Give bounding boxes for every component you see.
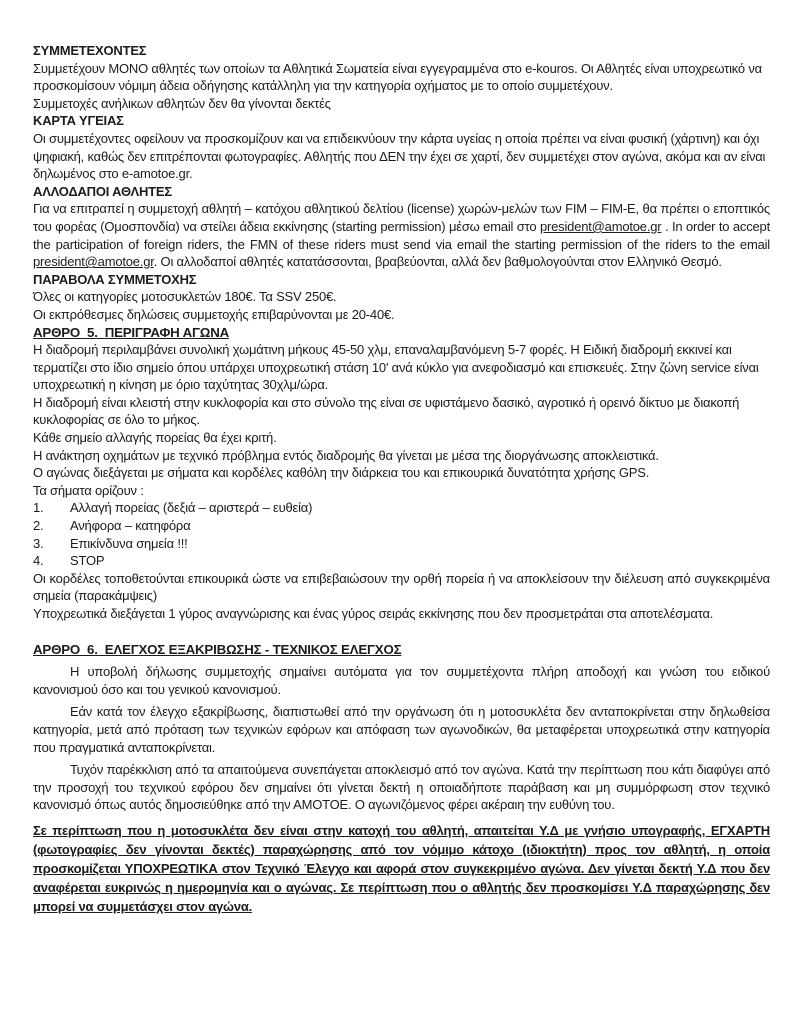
signal-text: Ανήφορα – κατηφόρα [70, 518, 191, 534]
foreign-athletes-text-1: Για να επιτραπεί η συμμετοχή αθλητή – κατόχου αθλητικού δελτίου (license) χωρών-μελών των FIM – FIM-E, θα πρέπει ο εποπτικός του φορέας (Ομοσπονδία) να στείλει άδεια εκκίνησης (starting permission) μέσω email στο [33, 201, 770, 234]
signal-number: 3. [33, 535, 44, 551]
article6-acceptance-paragraph: Η υποβολή δήλωσης συμμετοχής σημαίνει αυτόματα για τον συμμετέχοντα πλήρη αποδοχή και γνώση του ειδικού κανονισμού όσο και του γενικού κανονισμού. [33, 664, 770, 697]
article5-marshal-note: Κάθε σημείο αλλαγής πορείας θα έχει κριτή. [33, 430, 277, 446]
entry-fees-amounts: Όλες οι κατηγορίες μοτοσυκλετών 180€. Τα SSV 250€. [33, 289, 337, 305]
email-link-president-1[interactable]: president@amotoe.gr [539, 218, 662, 234]
signal-list-item [33, 535, 770, 553]
article6-reclassification-paragraph: Εάν κατά τον έλεγχο εξακρίβωσης, διαπιστωθεί από την οργάνωση ότι η μοτοσυκλέτα δεν ανταποκρίνεται στην δηλωθείσα κατηγορία, μετά από πρόταση των τεχνικών εφόρων και απόφαση των αγωνοδικών, θα μεταφέρεται υποχρεωτικά στην κατηγορία που πραγματικά ανταποκρίνεται. [33, 704, 770, 755]
signal-text: Επικίνδυνα σημεία !!! [70, 535, 188, 551]
signal-text: Αλλαγή πορείας (δεξιά – αριστερά – ευθεία) [70, 500, 313, 516]
participants-minors-note: Συμμετοχές ανήλικων αθλητών δεν θα γίνονται δεκτές [33, 95, 331, 111]
foreign-athletes-paragraph [33, 200, 770, 270]
article5-recon-lap-note: Υποχρεωτικά διεξάγεται 1 γύρος αναγνώρισης και ένας γύρος σειράς εκκίνησης που δεν προσμετράται στα αποτελέσματα. [33, 606, 714, 621]
participants-paragraph: Συμμετέχουν ΜΟΝΟ αθλητές των οποίων τα Αθλητικά Σωματεία είναι εγγεγραμμένα στο e-kouros. Οι Αθλητές είναι υποχρεωτικό να προσκομίσουν νόμιμη άδεια οδήγησης κατάλληλη για την κατηγορία οχήματος με το οποίο συμμετέχουν. [33, 60, 762, 94]
signal-list-item [33, 499, 770, 517]
article5-ribbons-paragraph: Οι κορδέλες τοποθετούνται επικουρικά ώστε να επιβεβαιώσουν την ορθή πορεία ή να αποκλείσουν την διέλευση από συγκεκριμένα σημεία (παρακάμψεις) [33, 570, 770, 604]
foreign-athletes-text-3: . Οι αλλοδαποί αθλητές κατατάσσονται, βραβεύονται, αλλά δεν βαθμολογούνται στον Ελληνικό Θεσμό. [153, 254, 722, 270]
email-link-president-2[interactable]: president@amotoe.gr [33, 254, 154, 270]
article6-ownership-declaration-paragraph: Σε περίπτωση που η μοτοσυκλέτα δεν είναι στην κατοχή του αθλητή, απαιτείται Υ.Δ με γνήσιο υπογραφής, ΕΓΧΑΡΤΗ (φωτογραφίες δεν γίνονται δεκτές) παραχώρησης από τον νόμιμο κάτοχο (ιδιοκτήτη) προς τον αθλητή, η οποία προσκομίζεται ΥΠΟΧΡΕΩΤΙΚΑ στον Τεχνικό Έλεγχο και αφορά στον συγκεκριμένο αγώνα. Δεν γίνεται δεκτή Υ.Δ που δεν αναφέρεται ευκρινώς η ημερομηνία και ο αγώνας. Σε περίπτωση που ο αθλητής δεν προσκομίσει Υ.Δ παραχώρησης δεν μπορεί να συμμετάσχει στον αγώνα. [33, 822, 770, 914]
signal-number: 1. [33, 500, 44, 516]
signal-number: 2. [33, 518, 44, 534]
article5-closed-road-paragraph: Η διαδρομή είναι κλειστή στην κυκλοφορία και στο σύνολο της είναι σε υφιστάμενο δασικό, αγροτικό ή ορεινό δίκτυο με διακοπή κυκλοφορίας σε όλο το μήκος. [33, 394, 740, 428]
article5-recovery-note: Η ανάκτηση οχημάτων με τεχνικό πρόβλημα εντός διαδρομής θα γίνεται με μέσα της διοργάνωσης αποκλειστικά. [33, 447, 659, 463]
heading-entry-fees: ΠΑΡΑΒΟΛΑ ΣΥΜΜΕΤΟΧΗΣ [33, 271, 197, 287]
article6-deviation-paragraph: Τυχόν παρέκκλιση από τα απαιτούμενα συνεπάγεται αποκλεισμό από τον αγώνα. Κατά την περίπτωση που κάτι διαφύγει από την προσοχή του τεχνικού εφόρου δεν σημαίνει ότι γίνεται δεκτή η οποιαδήποτε παράβαση και μη συμμόρφωση στον τεχνικό κανονισμό όπως αυτός δημοσιεύθηκε από την ΑΜΟΤΟΕ. Ο αγωνιζόμενος φέρει ακέραιη την ευθύνη του. [33, 762, 770, 813]
article5-signage-note: Ο αγώνας διεξάγεται με σήματα και κορδέλες καθόλη την διάρκεια του και επικουρικά δυνατότητα χρήσης GPS. [33, 465, 650, 481]
foreign-athletes-text-2: . In order to accept the participation of foreign riders, the FMN of these riders must send via email the starting permission of the riders to the email [33, 218, 770, 252]
heading-article-5: ΑΡΘΡΟ 5. ΠΕΡΙΓΡΑΦΗ ΑΓΩΝΑ [33, 324, 230, 340]
heading-article-6: ΑΡΘΡΟ 6. ΕΛΕΓΧΟΣ ΕΞΑΚΡΙΒΩΣΗΣ - ΤΕΧΝΙΚΟΣ ΕΛΕΓΧΟΣ [33, 641, 402, 657]
heading-participants: ΣΥΜΜΕΤΕΧΟΝΤΕΣ [33, 43, 147, 58]
health-card-paragraph: Οι συμμετέχοντες οφείλουν να προσκομίζουν και να επιδεικνύουν την κάρτα υγείας η οποία πρέπει να είναι φυσική (χάρτινη) και όχι ψηφιακή, καθώς δεν επιτρέπονται φωτογραφίες. Αθλητής που ΔΕΝ την έχει σε χαρτί, δεν συμμετέχει στον αγώνα, ακόμα και αν είναι δηλωμένος στο e-amotoe.gr. [33, 130, 766, 182]
article5-route-paragraph: Η διαδρομή περιλαμβάνει συνολική χωμάτινη μήκους 45-50 χλμ, επαναλαμβανόμενη 5-7 φορές. Η Ειδική διαδρομή εκκινεί και τερματίζει στο ίδιο σημείο όπου υπάρχει υποχρεωτική στάση 10' ανά κύκλο για ανεφοδιασμό και επισκευές. Στην ζώνη service είναι υποχρεωτική η κίνηση με όριο ταχύτητας 30χλμ/ώρα. [33, 342, 759, 393]
heading-health-card: ΚΑΡΤΑ ΥΓΕΙΑΣ [33, 113, 124, 129]
signal-list-item [33, 517, 770, 535]
heading-foreign-athletes: ΑΛΛΟΔΑΠΟΙ ΑΘΛΗΤΕΣ [33, 183, 172, 199]
signal-list-item [33, 552, 770, 570]
article5-signals-intro: Τα σήματα ορίζουν : [33, 482, 144, 498]
entry-fees-late-note: Οι εκπρόθεσμες δηλώσεις συμμετοχής επιβαρύνονται με 20-40€. [33, 306, 395, 322]
signal-text: STOP [70, 553, 105, 569]
signal-number: 4. [33, 553, 44, 569]
